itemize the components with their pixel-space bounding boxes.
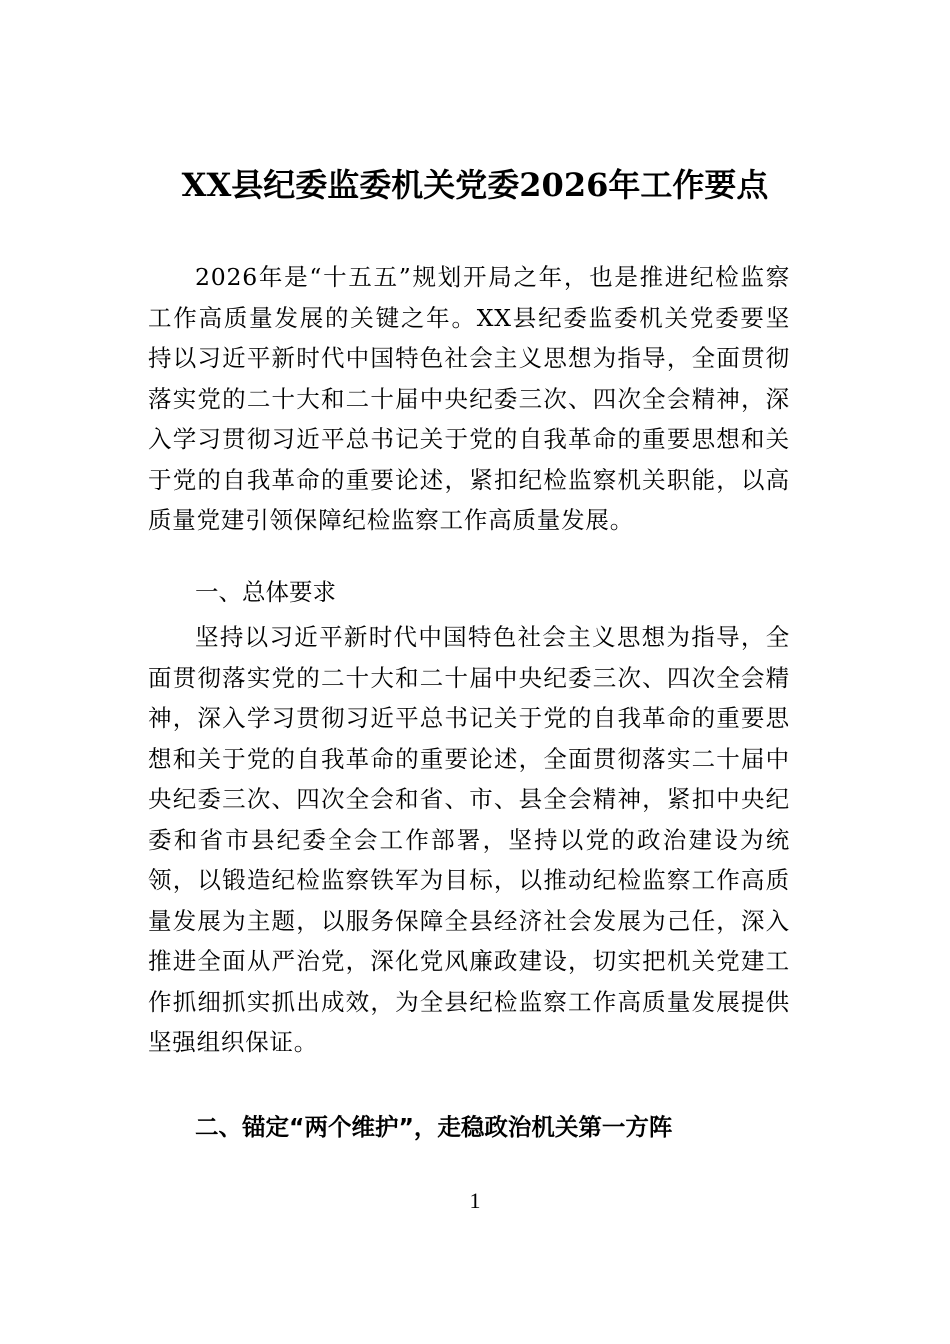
section-1-paragraph: 坚持以习近平新时代中国特色社会主义思想为指导，全面贯彻落实党的二十大和二十届中央纪委三次、四次全会精神，深入学习贯彻习近平总书记关于党的自我革命的重要思想和关于党的自我革命的重要论述，全面贯彻落实二十届中央纪委三次、四次全会和省、市、县全会精神，紧扣中央纪委和省市县纪委全会工作部署，坚持以党的政治建设为统领，以锻造纪检监察铁军为目标，以推动纪检监察工作高质量发展为主题，以服务保障全县经济社会发展为己任，深入推进全面从严治党，深化党风廉政建设，切实把机关党建工作抓细抓实抓出成效，为全县纪检监察工作高质量发展提供坚强组织保证。: [148, 623, 790, 1056]
section-2-heading: 二、锚定“两个维护”，走稳政治机关第一方阵: [195, 1113, 673, 1141]
intro-paragraph: 2026年是“十五五”规划开局之年，也是推进纪检监察工作高质量发展的关键之年。XX县纪委监委机关党委要坚持以习近平新时代中国特色社会主义思想为指导，全面贯彻落实党的二十大和二十届中央纪委三次、四次全会精神，深入学习贯彻习近平总书记关于党的自我革命的重要思想和关于党的自我革命的重要论述，紧扣纪检监察机关职能，以高质量党建引领保障纪检监察工作高质量发展。: [148, 263, 790, 534]
section-1-heading: 一、总体要求: [195, 578, 336, 606]
page-number: 1: [469, 1188, 481, 1213]
document-title: XX县纪委监委机关党委2026年工作要点: [181, 166, 769, 204]
